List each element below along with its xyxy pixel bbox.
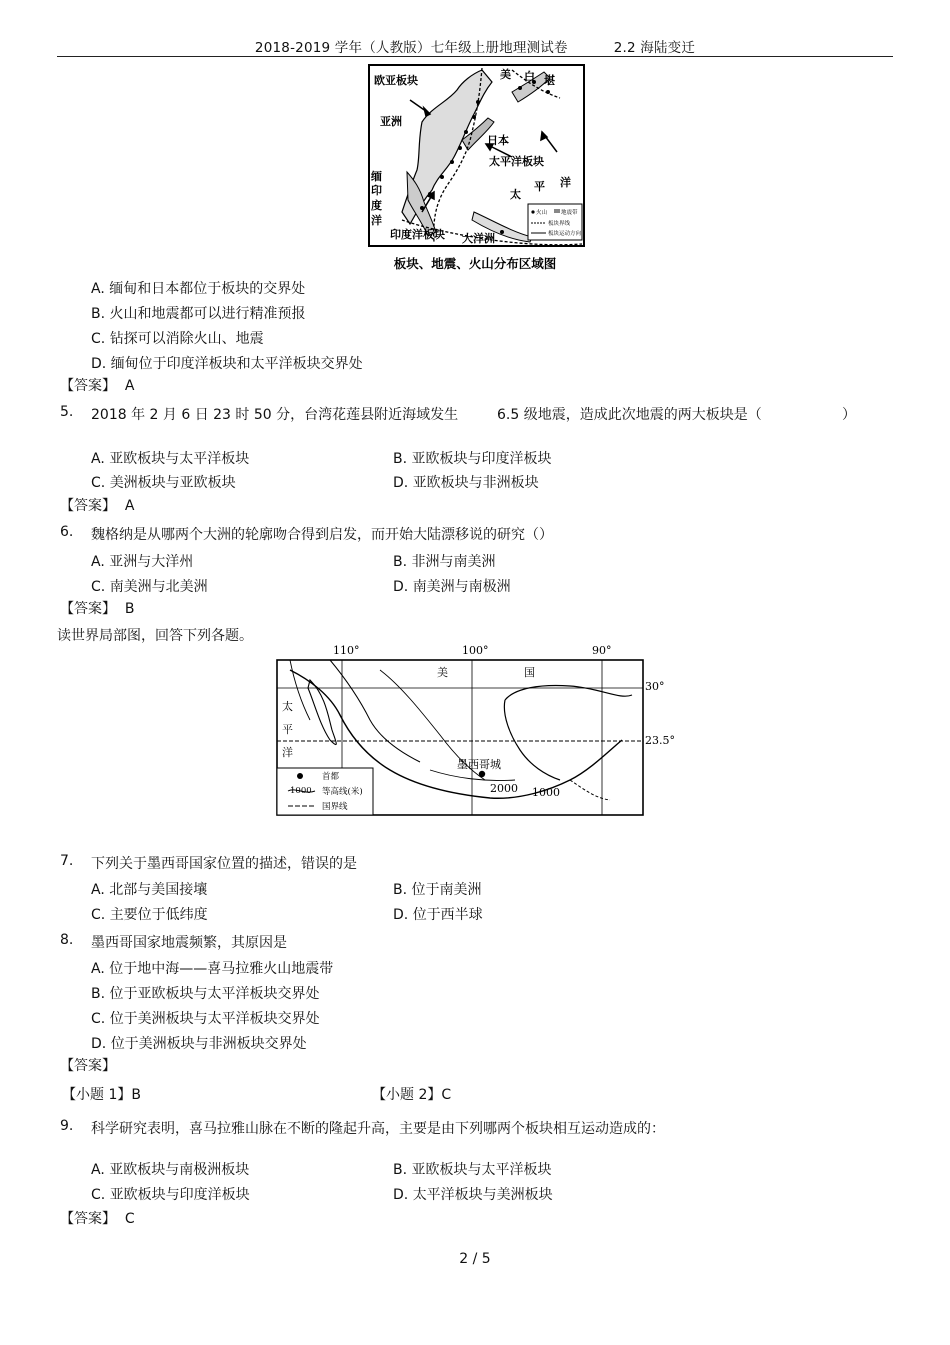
q8-option-b: B. 位于亚欧板块与太平洋板块交界处 [91, 986, 320, 1002]
q5-number: 5. [60, 404, 74, 420]
label-kamchatka: 堪 [544, 74, 555, 87]
label-america: 美 [500, 68, 511, 81]
q8-sub-answer-1: 【小题 1】B [62, 1087, 141, 1103]
legend-contour: 等高线(米) [322, 787, 363, 797]
label-indian-plate: 印度洋板块 [390, 228, 445, 241]
q4-answer: 【答案】 A [60, 378, 135, 394]
label-bering: 白 [524, 70, 535, 83]
lon-110: 110° [333, 644, 360, 657]
q5-option-a: A. 亚欧板块与太平洋板块 [91, 451, 250, 467]
q7-option-d: D. 位于西半球 [393, 907, 483, 923]
q6-option-b: B. 非洲与南美洲 [393, 554, 496, 570]
q9-stem: 科学研究表明，喜马拉雅山脉在不断的隆起升高，主要是由下列哪两个板块相互运动造成的： [91, 1121, 665, 1137]
q4-option-b: B. 火山和地震都可以进行精准预报 [91, 306, 306, 322]
q8-answer-label: 【答案】 [60, 1058, 116, 1074]
q7-number: 7. [60, 853, 74, 869]
label-asia: 亚洲 [380, 115, 402, 128]
q7-stem: 下列关于墨西哥国家位置的描述，错误的是 [91, 856, 357, 872]
legend-contour-value: 1000 [290, 786, 312, 796]
q6-stem: 魏格纳是从哪两个大洲的轮廓吻合得到启发，而开始大陆漂移说的研究（） [91, 527, 553, 543]
contour-2000: 2000 [490, 782, 518, 795]
label-pacific-3: 洋 [560, 176, 571, 189]
usa-label-1: 美 [437, 666, 448, 679]
map-intro: 读世界局部图，回答下列各题。 [57, 628, 253, 644]
contour-1000: 1000 [532, 786, 560, 799]
q8-option-d: D. 位于美洲板块与非洲板块交界处 [91, 1036, 307, 1052]
q5-option-c: C. 美洲板块与亚欧板块 [91, 475, 236, 491]
header-rule [57, 56, 893, 57]
legend-boundary: 板块界线 [548, 221, 571, 227]
plate-map-caption: 板块、地震、火山分布区域图 [393, 256, 557, 271]
q7-option-c: C. 主要位于低纬度 [91, 907, 208, 923]
pacific-label-1: 太 [282, 700, 293, 713]
label-eurasia-plate: 欧亚板块 [374, 74, 418, 87]
label-india-2: 度 [371, 199, 382, 212]
legend-move: 板块运动方向 [548, 231, 582, 237]
lat-30: 30° [645, 680, 665, 693]
q8-option-c: C. 位于美洲板块与太平洋板块交界处 [91, 1011, 320, 1027]
label-myanmar: 缅 [371, 170, 382, 183]
label-oceania: 大洋洲 [462, 232, 495, 245]
pacific-label-2: 平 [282, 723, 293, 736]
lon-100: 100° [462, 644, 489, 657]
lat-23-5: 23.5° [645, 734, 675, 747]
legend-border: 国界线 [322, 802, 348, 812]
q8-stem: 墨西哥国家地震频繁，其原因是 [91, 935, 287, 951]
q5-option-b: B. 亚欧板块与印度洋板块 [393, 451, 552, 467]
lon-90: 90° [592, 644, 612, 657]
q4-option-a: A. 缅甸和日本都位于板块的交界处 [91, 281, 306, 297]
usa-label-2: 国 [524, 666, 535, 679]
legend-capital: 首都 [322, 772, 340, 782]
pacific-label-3: 洋 [282, 746, 293, 759]
q9-option-b: B. 亚欧板块与太平洋板块 [393, 1162, 552, 1178]
q9-option-c: C. 亚欧板块与印度洋板块 [91, 1187, 250, 1203]
q4-option-d: D. 缅甸位于印度洋板块和太平洋板块交界处 [91, 356, 363, 372]
q5-answer: 【答案】 A [60, 498, 135, 514]
label-pacific-plate: 太平洋板块 [489, 155, 544, 168]
q9-answer: 【答案】 C [60, 1211, 135, 1227]
label-india-1: 印 [371, 184, 382, 197]
plate-map-figure [362, 62, 588, 274]
label-pacific-2: 平 [534, 180, 545, 193]
capital-label: 墨西哥城 [457, 758, 501, 771]
q9-option-d: D. 太平洋板块与美洲板块 [393, 1187, 553, 1203]
q4-option-c: C. 钻探可以消除火山、地震 [91, 331, 264, 347]
q5-stem-2: 6.5 级地震，造成此次地震的两大板块是（ [497, 407, 762, 423]
header-title: 2018-2019 学年（人教版）七年级上册地理测试卷 [254, 40, 568, 56]
q6-option-a: A. 亚洲与大洋州 [91, 554, 194, 570]
label-pacific-1: 太 [510, 188, 521, 201]
q7-option-a: A. 北部与美国接壤 [91, 882, 208, 898]
label-japan: 日本 [487, 134, 509, 147]
legend-volcano: 火山 [536, 210, 548, 216]
label-india-3: 洋 [371, 214, 382, 227]
q5-option-d: D. 亚欧板块与非洲板块 [393, 475, 539, 491]
q8-option-a: A. 位于地中海——喜马拉雅火山地震带 [91, 961, 334, 977]
q7-option-b: B. 位于南美洲 [393, 882, 482, 898]
q6-answer: 【答案】 B [60, 601, 135, 617]
mexico-map-figure [270, 640, 680, 826]
q5-stem-3: ） [842, 407, 856, 423]
q6-number: 6. [60, 524, 74, 540]
legend-quake: 地震带 [561, 210, 578, 216]
q6-option-d: D. 南美洲与南极洲 [393, 579, 511, 595]
q5-stem: 2018 年 2 月 6 日 23 时 50 分，台湾花莲县附近海域发生 [91, 407, 459, 423]
q8-sub-answer-2: 【小题 2】C [372, 1087, 452, 1103]
q6-option-c: C. 南美洲与北美洲 [91, 579, 208, 595]
page-number: 2 / 5 [459, 1251, 491, 1267]
q9-option-a: A. 亚欧板块与南极洲板块 [91, 1162, 250, 1178]
header-section: 2.2 海陆变迁 [613, 40, 696, 56]
q9-number: 9. [60, 1118, 74, 1134]
q8-number: 8. [60, 932, 74, 948]
page-header [0, 36, 950, 56]
